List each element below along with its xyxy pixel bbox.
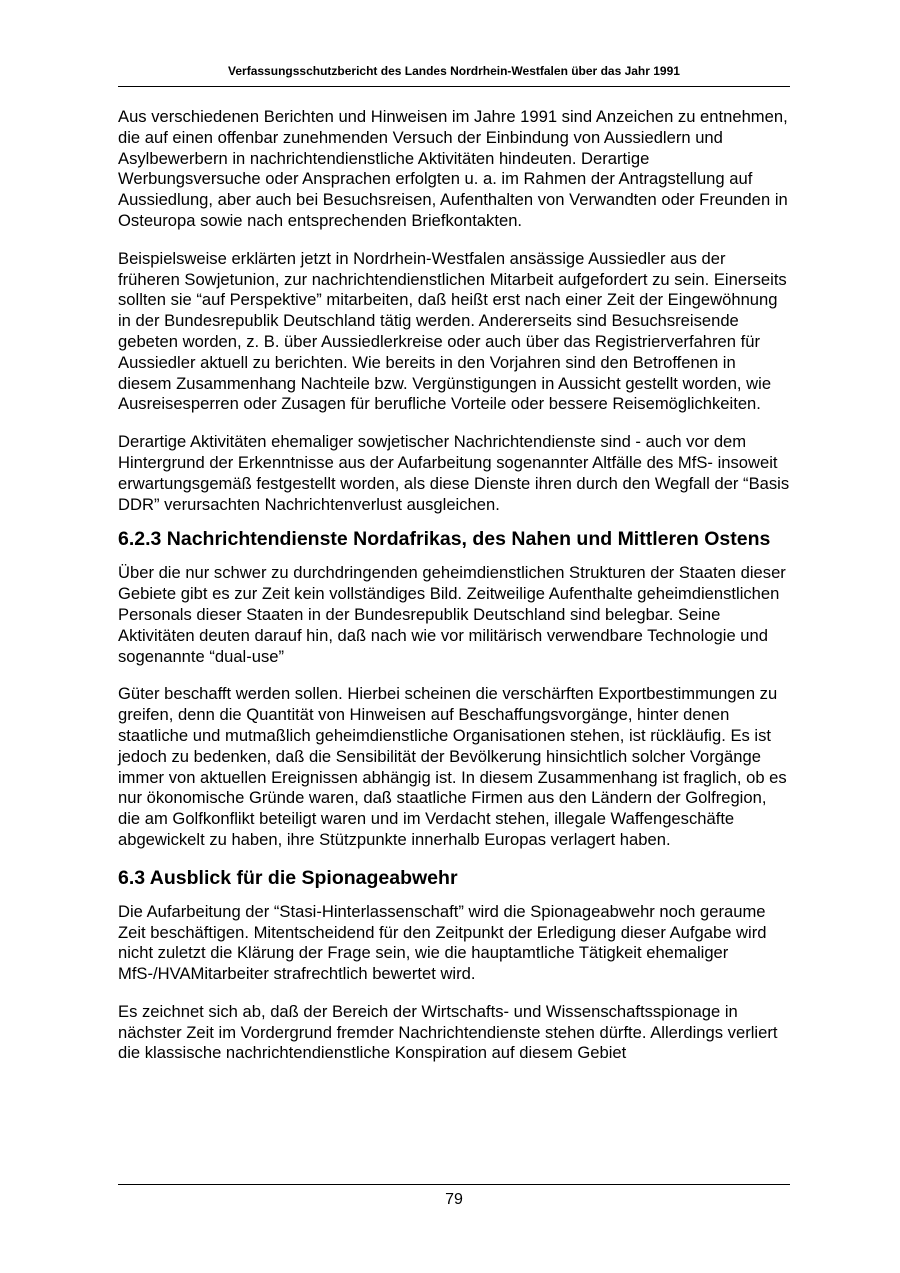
paragraph-6: Die Aufarbeitung der “Stasi-Hinterlassenschaft” wird die Spionageabwehr noch geraume Zeit beschäftigen. Mitentscheidend für den Zeitpunkt der Erledigung dieser Aufgabe wird nicht zuletzt die Klärung der Frage sein, wie die hauptamtliche Tätigkeit ehemaliger MfS-/HVAMitarbeiter strafrechtlich bewertet wird. bbox=[118, 901, 767, 984]
paragraph-2: Beispielsweise erklärten jetzt in Nordrhein-Westfalen ansässige Aussiedler aus der früheren Sowjetunion, zur nachrichtendienstlichen Mitarbeit aufgefordert zu sein. Einerseits sollten sie “auf Perspektive” mitarbeiten, daß heißt erst nach einer Zeit der Eingewöhnung in der Bundesrepublik Deutschland tätig werden. Andererseits sind Besuchsreisende gebeten worden, z. B. über Aussiedlerkreise oder auch über das Registrierverfahren für Aussiedler aktuell zu berichten. Wie bereits in den Vorjahren sind den Betroffenen in diesem Zusammenhang Nachteile bzw. Vergünstigungen in Aussicht gestellt worden, wie Ausreisesperren oder Zusagen für berufliche Vorteile oder bessere Reisemöglichkeiten. bbox=[118, 248, 787, 414]
paragraph-7: Es zeichnet sich ab, daß der Bereich der Wirtschafts- und Wissenschaftsspionage in nächster Zeit im Vordergrund fremder Nachrichtendienste stehen dürfte. Allerdings verliert die klassische nachrichtendienstliche Konspiration auf diesem Gebiet bbox=[118, 1001, 778, 1063]
paragraph-4: Über die nur schwer zu durchdringenden geheimdienstlichen Strukturen der Staaten dieser Gebiete gibt es zur Zeit kein vollständiges Bild. Zeitweilige Aufenthalte geheimdienstlichen Personals dieser Staaten in der Bundesrepublik Deutschland sind belegbar. Seine Aktivitäten deuten darauf hin, daß nach wie vor militärisch verwendbare Technologie und sogenannte “dual-use” bbox=[118, 563, 786, 666]
running-header: Verfassungsschutzbericht des Landes Nordrhein-Westfalen über das Jahr 1991 bbox=[228, 64, 680, 78]
page-number: 79 bbox=[445, 1191, 463, 1208]
section-heading-6-2-3: 6.2.3 Nachrichtendienste Nordafrikas, des Nahen und Mittleren Ostens bbox=[118, 528, 771, 551]
paragraph-1: Aus verschiedenen Berichten und Hinweisen im Jahre 1991 sind Anzeichen zu entnehmen, die auf einen offenbar zunehmenden Versuch der Einbindung von Aussiedlern und Asylbewerbern in nachrichtendienstliche Aktivitäten hindeuten. Derartige Werbungsversuche oder Ansprachen erfolgten u. a. im Rahmen der Antragstellung auf Aussiedlung, aber auch bei Besuchsreisen, Aufenthalten von Verwandten oder Freunden in Osteuropa sowie nach entsprechenden Briefkontakten. bbox=[118, 107, 788, 230]
paragraph-5: Güter beschafft werden sollen. Hierbei scheinen die verschärften Exportbestimmungen zu greifen, denn die Quantität von Hinweisen auf Beschaffungsvorgänge, hinter denen staatliche und mutmaßlich geheimdienstliche Organisationen stehen, ist rückläufig. Es ist jedoch zu bedenken, daß die Sensibilität der Bevölkerung hinsichtlich solcher Vorgänge immer von aktuellen Ereignissen abhängig ist. In diesem Zusammenhang ist fraglich, ob es nur ökonomische Gründe waren, daß staatliche Firmen aus den Ländern der Golfregion, die am Golfkonflikt beteiligt waren und im Verdacht stehen, illegale Waffengeschäfte abgewickelt zu haben, ihre Stützpunkte innerhalb Europas verlagert haben. bbox=[118, 684, 787, 849]
paragraph-3: Derartige Aktivitäten ehemaliger sowjetischer Nachrichtendienste sind - auch vor dem Hintergrund der Erkenntnisse aus der Aufarbeitung sogenannter Altfälle des MfS- insoweit erwartungsgemäß festgestellt worden, als diese Dienste ihren durch den Wegfall der “Basis DDR” verursachten Nachrichtenverlust ausgleichen. bbox=[118, 432, 790, 514]
header-rule bbox=[118, 86, 790, 87]
section-heading-6-3: 6.3 Ausblick für die Spionageabwehr bbox=[118, 866, 458, 889]
footer-rule bbox=[118, 1184, 790, 1185]
page-body bbox=[118, 107, 790, 1081]
